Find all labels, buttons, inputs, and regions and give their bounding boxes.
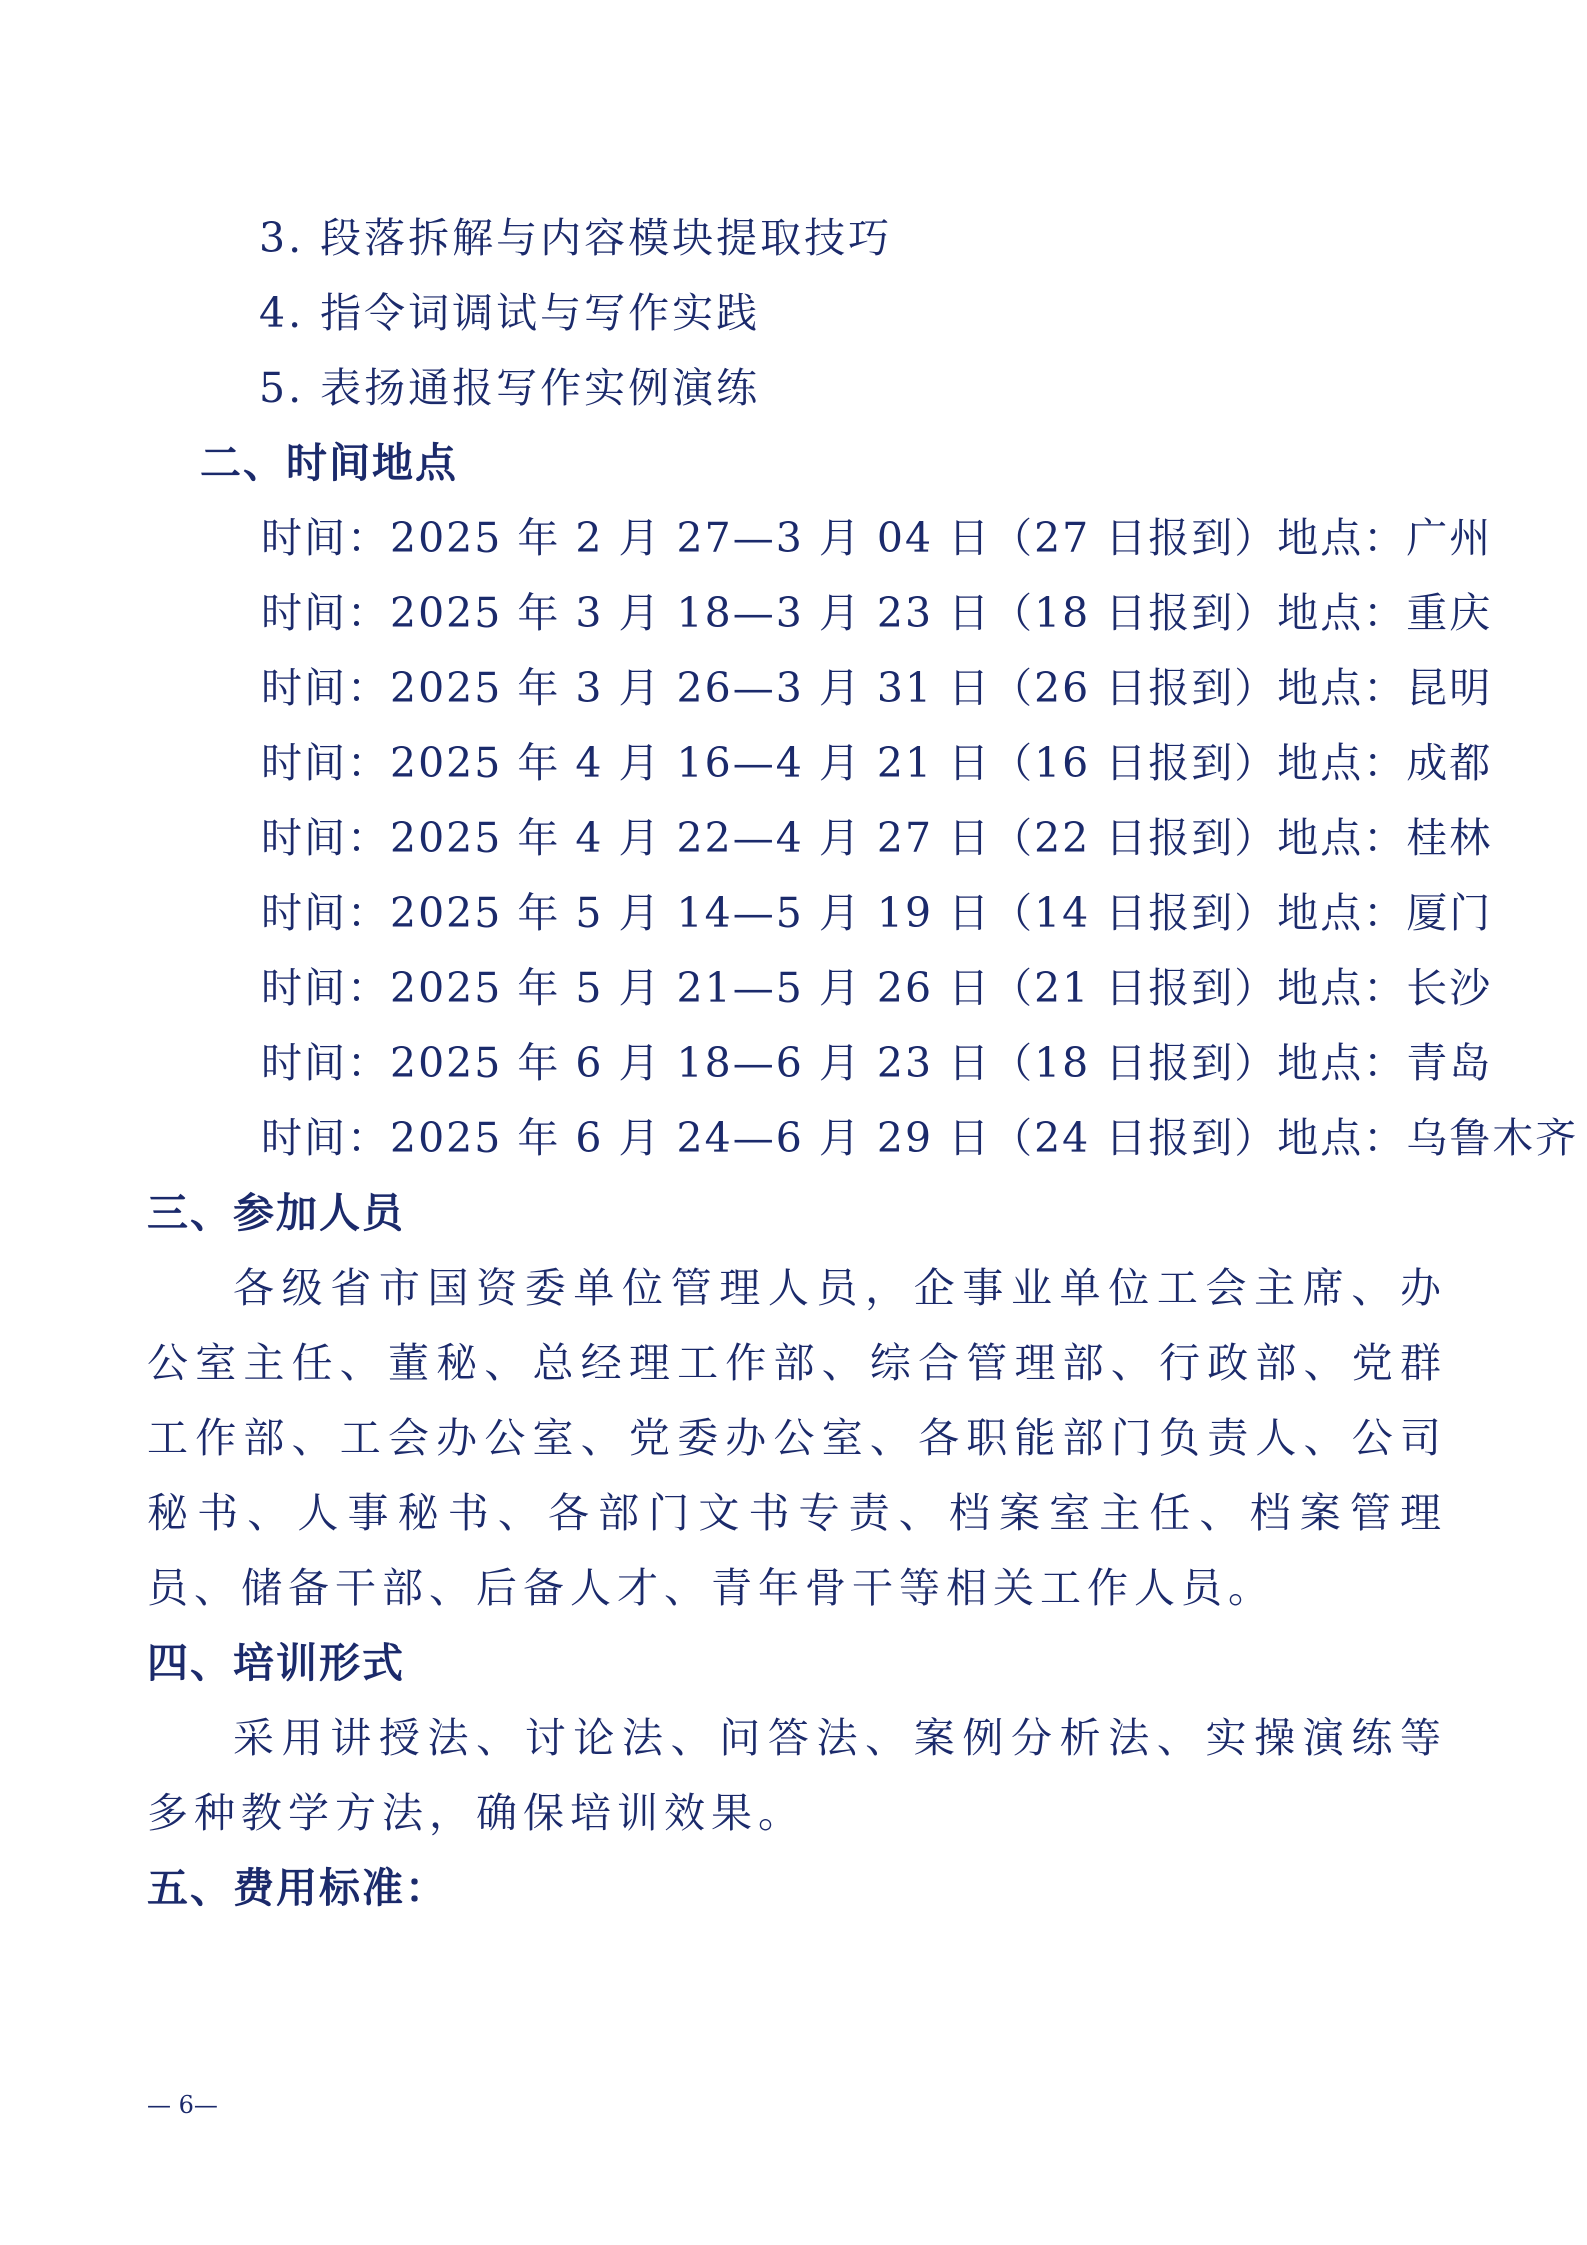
schedule-line: 时间：2025 年 6 月 24—6 月 29 日（24 日报到）地点：乌鲁木齐 [261,1114,1579,1162]
section-heading-time-location: 二、时间地点 [200,439,458,487]
list-item: 3. 段落拆解与内容模块提取技巧 [259,214,893,262]
schedule-line: 时间：2025 年 6 月 18—6 月 23 日（18 日报到）地点：青岛 [261,1039,1493,1087]
page-number: — 6— [147,2091,218,2119]
list-item: 4. 指令词调试与写作实践 [259,289,761,337]
training-format-paragraph: 采用讲授法、讨论法、问答法、案例分析法、实操演练等多种教学方法，确保培训效果。 [147,1714,1447,1837]
schedule-line: 时间：2025 年 5 月 21—5 月 26 日（21 日报到）地点：长沙 [261,964,1493,1012]
list-item: 5. 表扬通报写作实例演练 [259,364,761,412]
section-heading-participants: 三、参加人员 [147,1189,405,1237]
section-heading-fees: 五、费用标准： [147,1864,448,1912]
section-heading-training-format: 四、培训形式 [147,1639,405,1687]
participants-paragraph: 各级省市国资委单位管理人员，企事业单位工会主席、办公室主任、董秘、总经理工作部、综合管理部、行政部、党群工作部、工会办公室、党委办公室、各职能部门负责人、公司秘书、人事秘书、各部门文书专责、档案室主任、档案管理员、储备干部、后备人才、青年骨干等相关工作人员。 [147,1264,1447,1612]
schedule-line: 时间：2025 年 2 月 27—3 月 04 日（27 日报到）地点：广州 [261,514,1493,562]
schedule-line: 时间：2025 年 3 月 18—3 月 23 日（18 日报到）地点：重庆 [261,589,1493,637]
schedule-line: 时间：2025 年 3 月 26—3 月 31 日（26 日报到）地点：昆明 [261,664,1493,712]
schedule-line: 时间：2025 年 4 月 16—4 月 21 日（16 日报到）地点：成都 [261,739,1493,787]
schedule-line: 时间：2025 年 5 月 14—5 月 19 日（14 日报到）地点：厦门 [261,889,1493,937]
schedule-line: 时间：2025 年 4 月 22—4 月 27 日（22 日报到）地点：桂林 [261,814,1493,862]
